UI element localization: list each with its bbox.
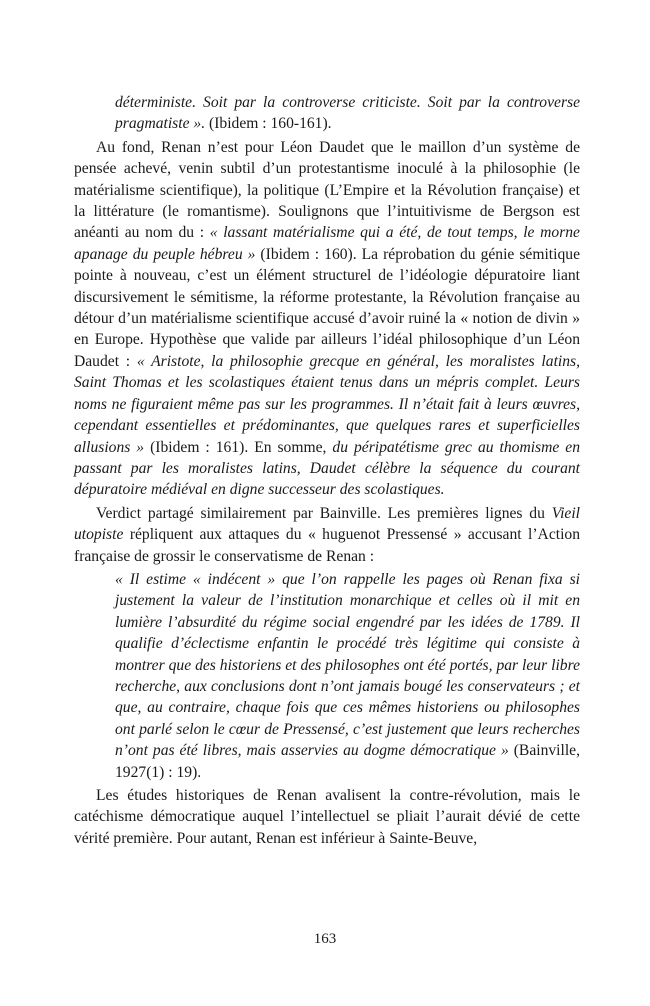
paragraph-renan: [74, 785, 580, 849]
citation: (Ibidem : 160-161).: [205, 115, 332, 133]
quote-italic: déterministe. Soit par la controverse criticiste. Soit par la controverse pragmatiste ».: [115, 94, 580, 133]
text-run: (Ibidem : 161). En somme,: [144, 438, 333, 456]
quote-italic: « Il estime « indécent » que l’on rappelle les pages où Renan fixa si justement la valeur de l’institution monarchique et celles où il mit en lumière l’absurdité du régime social engendré par les idées de 1789. Il qualifie d’éclectisme enfantin le procédé très légitime qui consiste à montrer que des historiens et des philosophes ont été portés, par leur libre recherche, aux conclusions dont n’ont jamais bougé les conservateurs ; et que, au contraire, chaque fois que ces mêmes historiens ou philosophes ont parlé selon le cœur de Pressensé, c’est justement que leurs recherches n’ont pas été libres, mais asservies au dogme démocratique »: [115, 570, 580, 760]
page-body: [74, 90, 580, 849]
italic-emphasis: du péripatétisme grec au thomisme en passant par les moralistes latins, Daudet célèbre la séquence du courant dépuratoire médiéval en digne successeur des scolastiques.: [74, 438, 580, 499]
paragraph-daudet: [74, 137, 580, 501]
book-title: Vieil utopiste: [74, 504, 580, 544]
paragraph-bainville: [74, 503, 580, 567]
text-run: Au fond, Renan n’est pour Léon Daudet que le maillon d’un système de pensée achevé, venin subtil d’un protestantisme inoculé à la philosophie (le matérialisme scientifique), la politique (L’Empire et la Révolution française) et la littérature (le romantisme). Soulignons que l’intuitivisme de Bergson est anéanti au nom du :: [74, 138, 580, 242]
text-run: répliquent aux attaques du « huguenot Pressensé » accusant l’Action française de grossir le conservatisme de Renan :: [74, 526, 580, 565]
block-quote-bainville: [115, 569, 580, 783]
text-run: (Ibidem : 160). La réprobation du génie sémitique pointe à nouveau, c’est un élément structurel de l’idéologie dépuratoire liant discursivement le sémitisme, la réforme protestante, la Révolution française au détour d’un matérialisme scientifique accusé d’avoir ruiné la « notion de divin » en Europe. Hypothèse que valide par ailleurs l’idéal philosophique d’un Léon Daudet :: [74, 245, 580, 370]
text-run: Verdict partagé similairement par Bainville. Les premières lignes du: [96, 504, 552, 522]
text-run: Les études historiques de Renan avalisent la contre-révolution, mais le catéchisme démocratique auquel l’intellectuel se pliait l’aurait dévié de cette vérité première. Pour autant, Renan est inférieur à Sainte-Beuve,: [74, 787, 580, 847]
inline-quote: « Aristote, la philosophie grecque en général, les moralistes latins, Saint Thomas et les scolastiques étaient tenus dans un mépris complet. Leurs noms ne figuraient même pas sur les programmes. Il n’était fait à leurs œuvres, cependant essentielles et prédominantes, que quelques rares et superficielles allusions »: [74, 352, 580, 456]
citation: (Bainville, 1927(1) : 19).: [115, 742, 580, 781]
inline-quote: « lassant matérialisme qui a été, de tout temps, le morne apanage du peuple hébreu »: [74, 224, 580, 263]
page-number: 163: [313, 931, 337, 947]
block-quote-continued: [115, 92, 580, 135]
